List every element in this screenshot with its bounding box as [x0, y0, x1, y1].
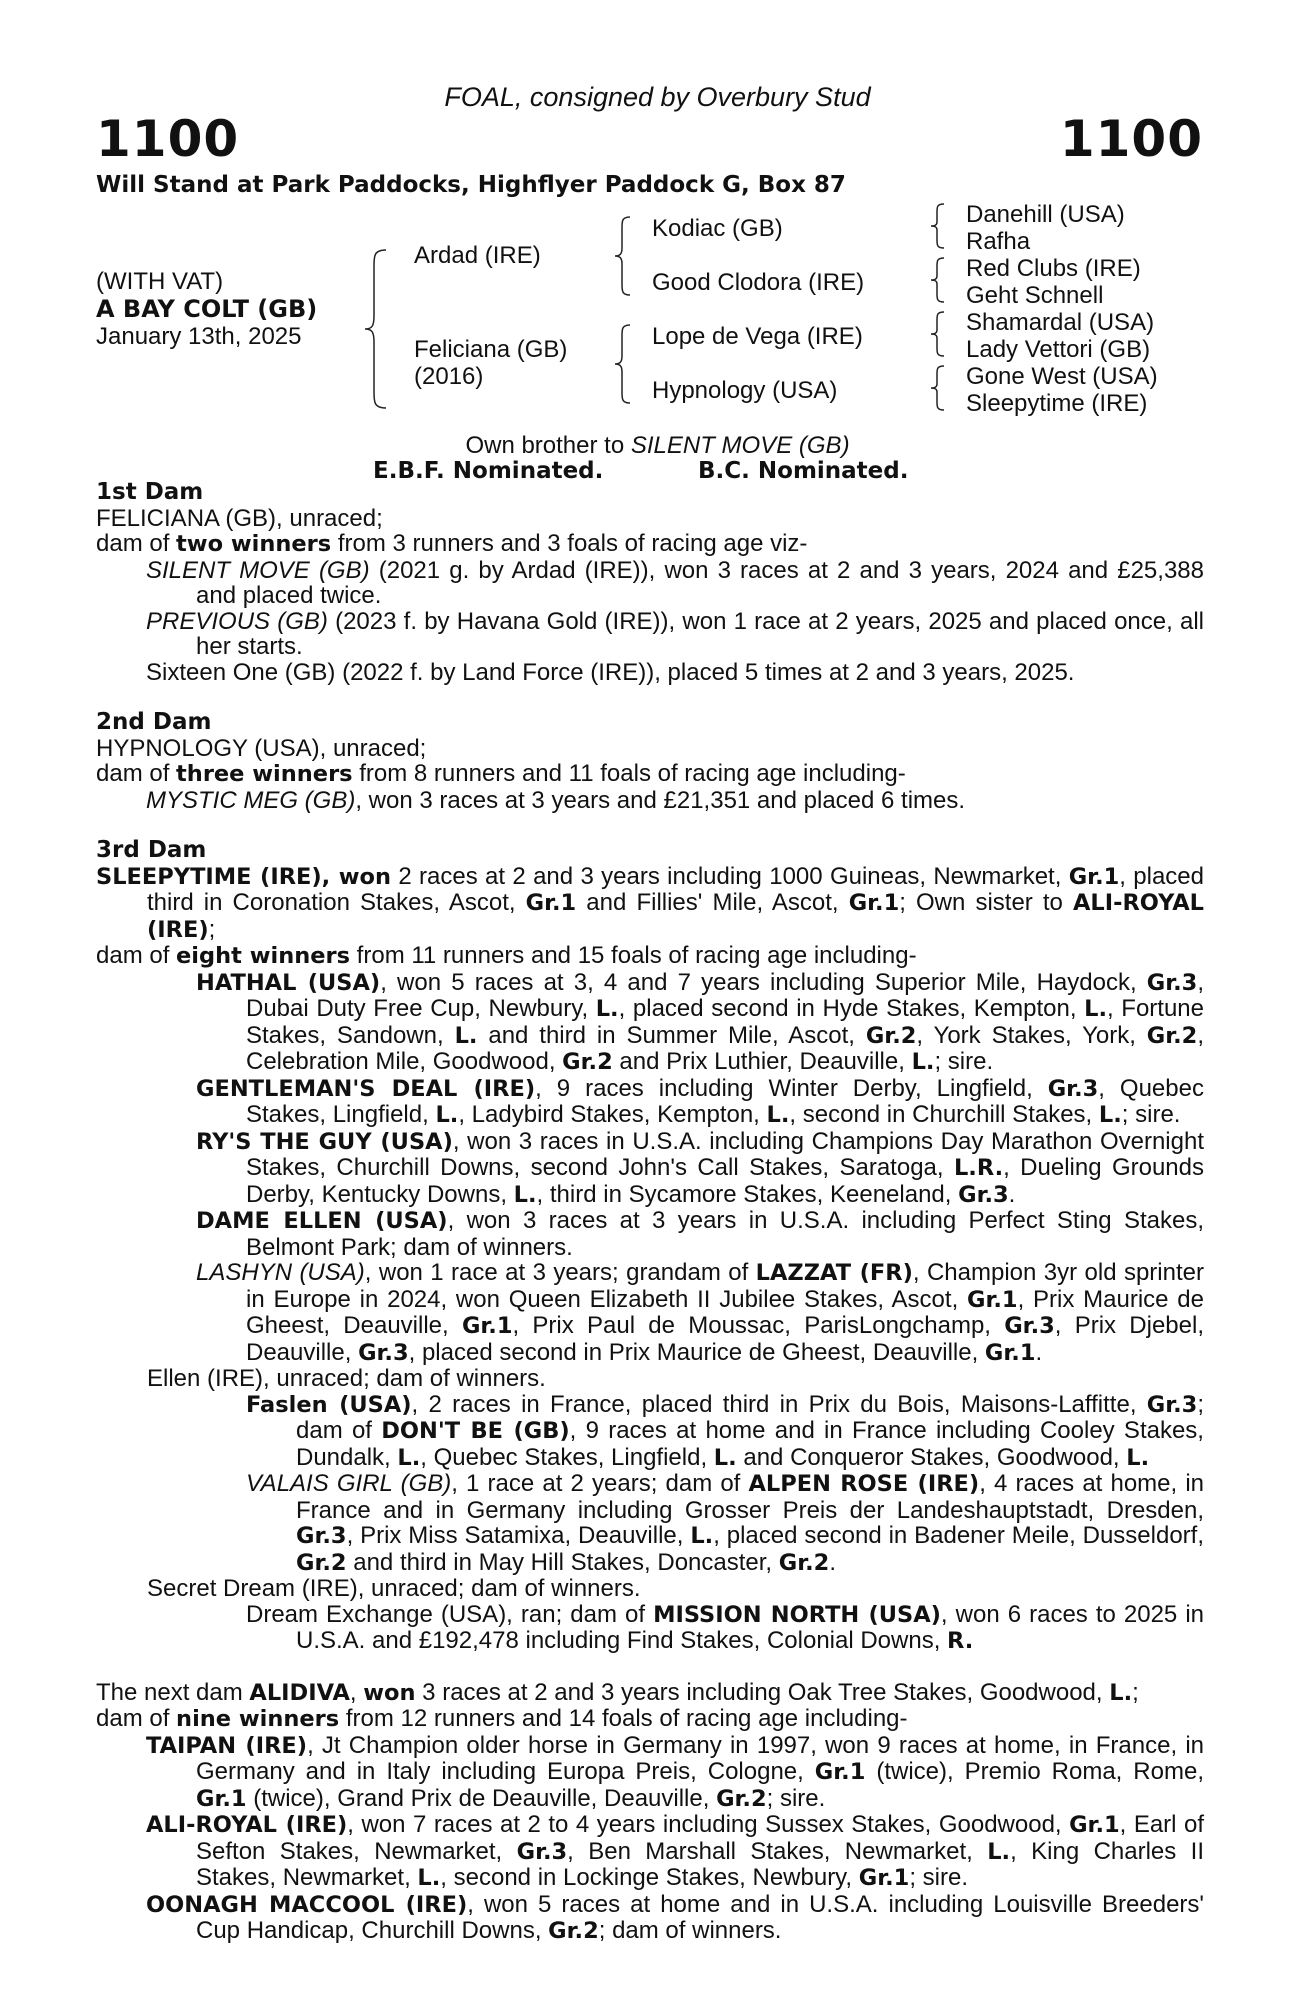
produce-hathal: HATHAL (USA), won 5 races at 3, 4 and 7 years including Superior Mile, Haydock, Gr.3, Dubai Duty Free Cup, Newbury, L., placed second in Hyde Stakes, Kempton, L., Fortune Stakes, Sandown, L. and third in Summer Mile, Ascot, Gr.2, York Stakes, York, Gr.2, Celebration Mile, Goodwood, Gr.2 and Prix Luthier, Deauville, L.; sire. [196, 968, 1205, 1075]
pedigree-brace-sire [612, 214, 634, 298]
ebf-nomination: E.B.F. Nominated. [373, 458, 604, 484]
produce-lashyn: LASHYN (USA), won 1 race at 3 years; grandam of LAZZAT (FR), Champion 3yr old sprinter in Europe in 2024, won Queen Elizabeth II Jubilee Stakes, Ascot, Gr.1, Prix Maurice de Gheest, Deauville, Gr.1, Prix Paul de Moussac, ParisLongchamp, Gr.3, Prix Djebel, Deauville, Gr.3, placed second in Prix Maurice de Gheest, Deauville, Gr.1. [196, 1259, 1204, 1366]
consignment-line: FOAL, consigned by Overbury Stud [444, 82, 871, 112]
pedigree-gg-7: Gone West (USA) [966, 363, 1158, 390]
own-brother-note [0, 432, 1315, 460]
next-dam-summary: dam of nine winners from 12 runners and 14 foals of racing age including- [96, 1705, 908, 1732]
pedigree-sire-dam: Good Clodora (IRE) [652, 269, 865, 296]
produce-previous: PREVIOUS (GB) (2023 f. by Havana Gold (IRE)), won 1 race at 2 years, 2025 and placed once, all her starts. [146, 607, 1205, 660]
produce-valais-girl: VALAIS GIRL (GB), 1 race at 2 years; dam of ALPEN ROSE (IRE), 4 races at home, in France and in Germany including Grosser Preis der Landeshauptstadt, Dresden, Gr.3, Prix Miss Satamixa, Deauville, L., placed second in Badener Meile, Dusseldorf, Gr.2 and third in May Hill Stakes, Doncaster, Gr.2. [246, 1470, 1204, 1576]
pedigree-gg-6: Lady Vettori (GB) [966, 336, 1151, 363]
pedigree-gg-3: Red Clubs (IRE) [966, 255, 1141, 282]
third-dam-summary: dam of eight winners from 11 runners and 15 foals of racing age including- [96, 942, 917, 969]
lot-number-left: 1100 [96, 110, 240, 168]
third-dam-heading: 3rd Dam [96, 837, 207, 863]
produce-gentlemans-deal: GENTLEMAN'S DEAL (IRE), 9 races including Winter Derby, Lingfield, Gr.3, Quebec Stakes, Lingfield, L., Ladybird Stakes, Kempton, L., second in Churchill Stakes, L.; sire. [196, 1074, 1204, 1128]
produce-oonagh-maccool: OONAGH MACCOOL (IRE), won 5 races at home and in U.S.A. including Louisville Breeders' Cup Handicap, Churchill Downs, Gr.2; dam of winners. [146, 1890, 1204, 1944]
first-dam-heading: 1st Dam [96, 479, 204, 505]
bc-nomination: B.C. Nominated. [698, 458, 909, 484]
produce-sixteen-one: Sixteen One (GB) (2022 f. by Land Force (IRE)), placed 5 times at 2 and 3 years, 2025. [146, 658, 1075, 686]
produce-faslen: Faslen (USA), 2 races in France, placed third in Prix du Bois, Maisons-Laffitte, Gr.3; dam of DON'T BE (GB), 9 races at home and in France including Cooley Stakes, Dundalk, L., Quebec Stakes, Lingfield, L. and Conqueror Stakes, Goodwood, L. [246, 1390, 1205, 1471]
pedigree-sire: Ardad (IRE) [414, 242, 541, 269]
pedigree-gg-8: Sleepytime (IRE) [966, 390, 1148, 417]
next-dam-line: The next dam ALIDIVA, won 3 races at 2 and 3 years including Oak Tree Stakes, Goodwood, L.; [96, 1678, 1139, 1706]
pedigree-dam-year: (2016) [414, 363, 484, 390]
produce-silent-move: SILENT MOVE (GB) (2021 g. by Ardad (IRE)), won 3 races at 2 and 3 years, 2024 and £25,388 and placed twice. [146, 556, 1204, 609]
produce-ali-royal: ALI-ROYAL (IRE), won 7 races at 2 to 4 years including Sussex Stakes, Goodwood, Gr.1, Earl of Sefton Stakes, Newmarket, Gr.3, Ben Marshall Stakes, Newmarket, L., King Charles II Stakes, Newmarket, L., second in Lockinge Stakes, Newbury, Gr.1; sire. [146, 1811, 1205, 1891]
pedigree-brace-main [362, 246, 392, 412]
pedigree-sire-sire: Kodiac (GB) [652, 215, 783, 242]
pedigree-gg-4: Geht Schnell [966, 282, 1104, 309]
pedigree-brace-g1 [928, 202, 948, 250]
pedigree-brace-g3 [928, 310, 948, 358]
second-dam-summary: dam of three winners from 8 runners and 11 foals of racing age including- [96, 760, 906, 787]
produce-dream-exchange: Dream Exchange (USA), ran; dam of MISSION NORTH (USA), won 6 races to 2025 in U.S.A. and £192,478 including Find Stakes, Colonial Downs, R. [246, 1600, 1205, 1654]
pedigree-gg-5: Shamardal (USA) [966, 309, 1155, 336]
first-dam-line: FELICIANA (GB), unraced; [96, 504, 383, 532]
third-dam-line: SLEEPYTIME (IRE), won 2 races at 2 and 3 years including 1000 Guineas, Newmarket, Gr.1, placed third in Coronation Stakes, Ascot, Gr.1 and Fillies' Mile, Ascot, Gr.1; Own sister to ALI-ROYAL (IRE); [96, 862, 1205, 943]
produce-rys-the-guy: RY'S THE GUY (USA), won 3 races in U.S.A. including Champions Day Marathon Overnight Stakes, Churchill Downs, second John's Call Stakes, Saratoga, L.R., Dueling Grounds Derby, Kentucky Downs, L., third in Sycamore Stakes, Keeneland, Gr.3. [196, 1127, 1204, 1208]
produce-dame-ellen: DAME ELLEN (USA), won 3 races at 3 years in U.S.A. including Perfect Sting Stakes, Belmont Park; dam of winners. [196, 1207, 1205, 1261]
produce-secret-dream: Secret Dream (IRE), unraced; dam of winners. [147, 1575, 641, 1602]
pedigree-brace-g4 [928, 364, 948, 412]
produce-mystic-meg: MYSTIC MEG (GB), won 3 races at 3 years and £21,351 and placed 6 times. [146, 786, 966, 814]
stabling-location: Will Stand at Park Paddocks, Highflyer Paddock G, Box 87 [96, 172, 846, 198]
pedigree-gg-2: Rafha [966, 228, 1031, 255]
produce-ellen: Ellen (IRE), unraced; dam of winners. [147, 1365, 546, 1392]
lot-number-right: 1100 [1059, 110, 1203, 168]
own-brother-name: SILENT MOVE (GB) [630, 432, 850, 459]
pedigree-gg-1: Danehill (USA) [966, 201, 1125, 228]
produce-record [96, 480, 1204, 1945]
pedigree-dam: Feliciana (GB) [414, 336, 568, 363]
pedigree-brace-dam [612, 322, 634, 406]
second-dam-line: HYPNOLOGY (USA), unraced; [96, 734, 427, 762]
produce-taipan: TAIPAN (IRE), Jt Champion older horse in Germany in 1997, won 9 races at home, in France, in Germany and in Italy including Europa Preis, Cologne, Gr.1 (twice), Premio Roma, Rome, Gr.1 (twice), Grand Prix de Deauville, Deauville, Gr.2; sire. [146, 1731, 1204, 1812]
first-dam-summary: dam of two winners from 3 runners and 3 foals of racing age viz- [96, 530, 808, 557]
pedigree-dam-dam: Hypnology (USA) [652, 377, 838, 404]
foaling-date: January 13th, 2025 [96, 323, 302, 350]
second-dam-heading: 2nd Dam [96, 709, 212, 735]
vat-label: (WITH VAT) [96, 268, 224, 295]
own-brother-prefix: Own brother to [465, 432, 631, 459]
pedigree-brace-g2 [928, 256, 948, 304]
lot-title: A BAY COLT (GB) [96, 295, 318, 323]
pedigree-dam-sire: Lope de Vega (IRE) [652, 323, 863, 350]
